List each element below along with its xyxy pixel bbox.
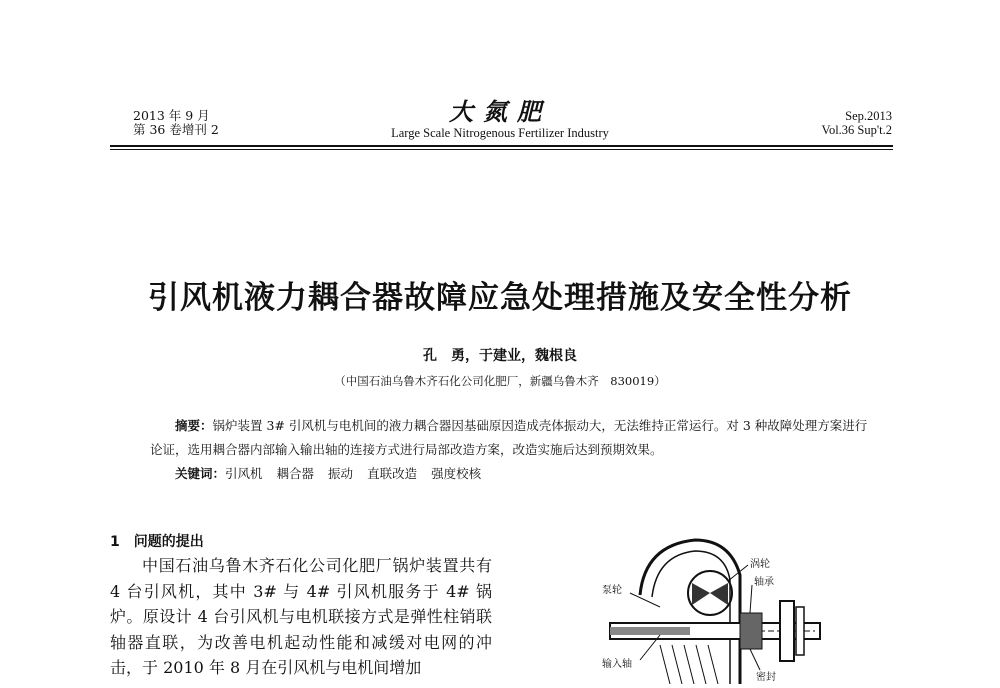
- journal-english-name: Large Scale Nitrogenous Fertilizer Industry: [391, 126, 609, 140]
- keywords-label: 关键词：: [175, 466, 226, 481]
- section-title: 问题的提出: [133, 534, 204, 550]
- coupler-diagram: [600, 535, 840, 684]
- journal-logo: 大氮肥: [449, 97, 551, 126]
- abstract-label: 摘要：: [175, 418, 213, 433]
- header-journal: [340, 98, 660, 140]
- keyword: 振动: [328, 466, 354, 481]
- leader-line: [750, 585, 752, 613]
- abstract-text: 锅炉装置 3# 引风机与电机间的液力耦合器因基础原因造成壳体振动大，无法维持正常运行。对 3 种故障处理方案进行论证，选用耦合器内部输入输出轴的连接方式进行局部改造方案，改造实施后达到预期效果。: [150, 418, 868, 457]
- header-date-en: Sep.2013: [845, 109, 892, 123]
- paper-title: 引风机液力耦合器故障应急处理措施及安全性分析: [148, 280, 852, 316]
- coupler-diagram-drawing: [600, 535, 840, 684]
- keywords: [175, 462, 495, 486]
- label-input-shaft: 输入轴: [602, 659, 632, 670]
- header-volume-en: Vol.36 Sup't.2: [821, 123, 892, 137]
- housing-inner: [652, 551, 730, 684]
- leader-line: [630, 593, 660, 607]
- turbine-blade: [710, 583, 728, 605]
- header-rule-thick: [110, 145, 893, 147]
- label-bearing: 轴承: [754, 577, 774, 588]
- keyword: 强度校核: [431, 466, 482, 481]
- header-date-volume-en: [822, 109, 892, 137]
- keyword: 直联改造: [367, 466, 418, 481]
- header-date-volume: [133, 109, 219, 137]
- label-turbine: 涡轮: [750, 559, 770, 570]
- label-pump-wheel: 泵轮: [602, 585, 622, 596]
- turbine-blade: [692, 583, 710, 605]
- leader-line: [750, 649, 760, 670]
- keyword: 耦合器: [276, 466, 315, 481]
- keyword: 引风机: [225, 466, 263, 481]
- header-volume: 第 36 卷增刊 2: [133, 122, 219, 137]
- input-shaft-hatch: [610, 627, 690, 635]
- section-number: 1: [110, 534, 120, 550]
- output-flange-bolt: [796, 607, 804, 655]
- hatching: [660, 645, 718, 684]
- paper-affiliation: （中国石油乌鲁木齐石化公司化肥厂，新疆乌鲁木齐 830019）: [334, 374, 666, 388]
- header-date: 2013 年 9 月: [133, 108, 210, 123]
- header-rule-thin: [110, 149, 893, 150]
- section-heading: [110, 531, 204, 551]
- housing-shell: [640, 540, 740, 684]
- abstract: [150, 414, 878, 462]
- output-flange: [780, 601, 794, 661]
- label-seal: 密封: [756, 672, 776, 683]
- bearing-block: [740, 613, 762, 649]
- paper-authors: 孔 勇，于建业，魏根良: [423, 348, 577, 364]
- section-paragraph: 中国石油乌鲁木齐石化公司化肥厂锅炉装置共有 4 台引风机，其中 3# 与 4# 引风机服务于 4# 锅炉。原设计 4 台引风机与电机联接方式是弹性柱销联轴器直联，为改善电机起动性能和减缓对电网的冲击，于 2010 年 8 月在引风机与电机间增加: [110, 556, 492, 677]
